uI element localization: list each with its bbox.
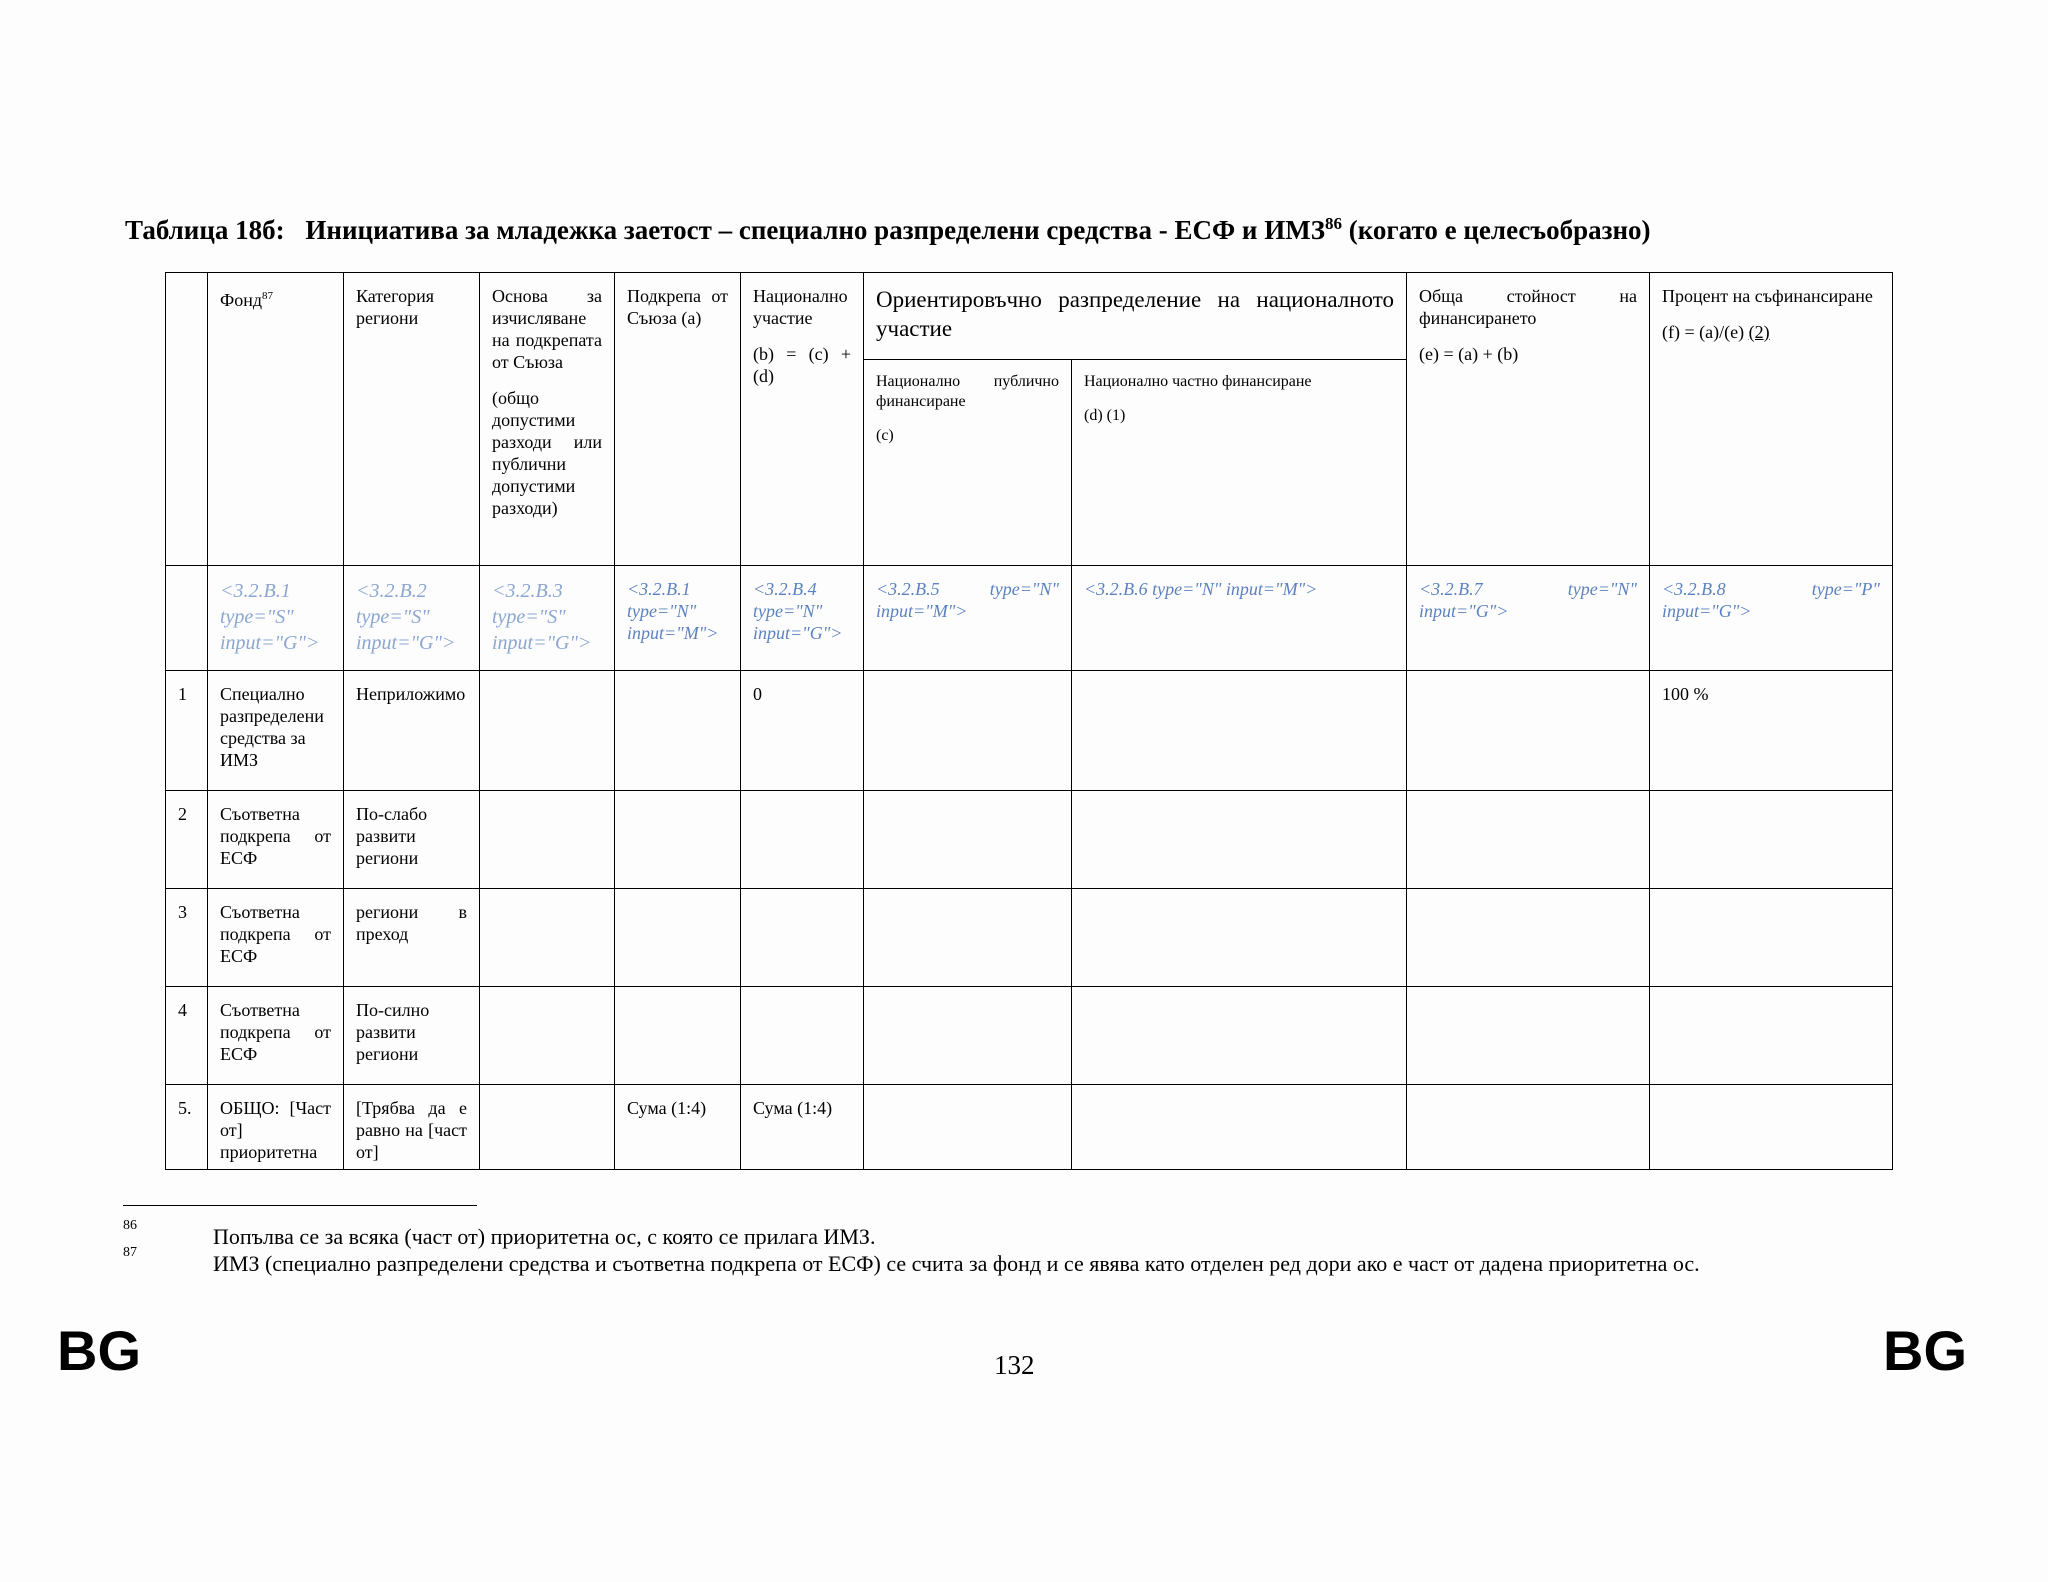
row-basis [480,1085,615,1170]
tag-num-cell [166,566,208,671]
footnote-text: Попълва се за всяка (част от) приоритетна ос, с която се прилага ИМЗ. [213,1224,876,1249]
row-total [1407,791,1650,889]
tag-private: <3.2.B.6 type="N" input="M"> [1072,566,1407,671]
table-row [166,671,1893,791]
row-rate [1650,791,1893,889]
header-fund-cell [208,273,344,566]
row-public [864,889,1072,987]
tag-total: <3.2.B.7 type="N" input="G"> [1407,566,1650,671]
row-public [864,671,1072,791]
row-num: 5. [166,1085,208,1170]
row-private [1072,791,1407,889]
page-number: 132 [994,1350,1035,1380]
table-title-text: Инициатива за младежка заетост – специално разпределени средства - ЕСФ и ИМЗ [305,215,1325,245]
header-rate-2: (f) = (a)/(e) [1662,322,1745,342]
footnote-ref-86[interactable]: 86 [1324,214,1342,233]
row-fund: Специално разпределени средства за ИМЗ [208,671,344,791]
header-national-2: (b) = (c) + (d) [753,344,851,386]
row-fund: Съответна подкрепа от ЕСФ [208,791,344,889]
table-title-label: Таблица 18б: [125,215,285,245]
tag-category: <3.2.B.2 type="S" input="G"> [344,566,480,671]
row-union [615,889,741,987]
row-union: Сума (1:4) [615,1085,741,1170]
row-num: 4 [166,987,208,1085]
table-row [166,889,1893,987]
header-national-cell [741,273,864,566]
language-code-right: BG [1883,1319,1967,1382]
header-basis-1: Основа за изчисляване на подкрепата от Съюза [492,286,602,372]
header-total-2: (e) = (a) + (b) [1419,344,1519,364]
row-total [1407,671,1650,791]
header-public-1: Национално публично финансиране [876,373,1059,410]
header-num-cell [166,273,208,566]
row-union [615,671,741,791]
row-rate [1650,987,1893,1085]
header-total-1: Обща стойност на финансирането [1419,286,1637,328]
header-rate-1: Процент на съфинансиране [1662,286,1873,306]
header-category: Категория региони [344,273,480,566]
header-basis-2: (общо допустими разходи или публични допустими разходи) [492,388,602,518]
header-private-cell [1072,360,1407,566]
header-rate-2-line [1662,321,1880,343]
footnote-number: 87 [123,1245,137,1260]
row-national: Сума (1:4) [741,1085,864,1170]
row-total [1407,1085,1650,1170]
header-national-1: Национално участие [753,286,848,328]
tag-row [166,566,1893,671]
header-fund: Фонд [220,290,263,310]
financing-table [165,272,1893,1170]
table-row [166,791,1893,889]
header-indicative: Ориентировъчно разпределение на националното участие [864,273,1407,360]
row-national [741,987,864,1085]
row-basis [480,987,615,1085]
row-national: 0 [741,671,864,791]
row-public [864,987,1072,1085]
row-rate: 100 % [1650,671,1893,791]
tag-basis: <3.2.B.3 type="S" input="G"> [480,566,615,671]
row-fund: ОБЩО: [Част от] приоритетна [208,1085,344,1170]
header-row [166,273,1893,360]
footnote-text: ИМЗ (специално разпределени средства и съответна подкрепа от ЕСФ) се счита за фонд и се явява като отделен ред дори ако е част от дадена приоритетна ос. [213,1251,1700,1276]
row-category: По-слабо развити региони [344,791,480,889]
header-union-support: Подкрепа от Съюза (a) [615,273,741,566]
header-private-1: Национално частно финансиране [1084,373,1312,390]
row-private [1072,889,1407,987]
table-title [125,214,1945,246]
row-basis [480,889,615,987]
row-private [1072,1085,1407,1170]
row-total [1407,987,1650,1085]
header-rate-cell [1650,273,1893,566]
tag-union-support: <3.2.B.1 type="N" input="M"> [615,566,741,671]
row-basis [480,791,615,889]
header-total-cell [1407,273,1650,566]
table-row [166,987,1893,1085]
row-union [615,791,741,889]
tag-public: <3.2.B.5 type="N" input="M"> [864,566,1072,671]
tag-fund: <3.2.B.1 type="S" input="G"> [208,566,344,671]
row-basis [480,671,615,791]
row-category: [Трябва да е равно на [част от] [344,1085,480,1170]
row-private [1072,671,1407,791]
language-code-left: BG [57,1319,141,1382]
table-title-suffix: (когато е целесъобразно) [1341,215,1651,245]
row-public [864,791,1072,889]
row-public [864,1085,1072,1170]
header-public-cell [864,360,1072,566]
tag-national: <3.2.B.4 type="N" input="G"> [741,566,864,671]
row-national [741,889,864,987]
row-num: 2 [166,791,208,889]
row-rate [1650,1085,1893,1170]
tag-rate: <3.2.B.8 type="P" input="G"> [1650,566,1893,671]
row-fund: Съответна подкрепа от ЕСФ [208,889,344,987]
header-basis-cell [480,273,615,566]
row-num: 1 [166,671,208,791]
row-rate [1650,889,1893,987]
row-category: По-силно развити региони [344,987,480,1085]
row-total [1407,889,1650,987]
table-row [166,1085,1893,1170]
header-private-2: (d) (1) [1084,407,1126,424]
footnote-ref-87[interactable]: 87 [262,290,274,302]
row-fund: Съответна подкрепа от ЕСФ [208,987,344,1085]
header-public-2: (c) [876,427,894,444]
row-private [1072,987,1407,1085]
row-category: региони в преход [344,889,480,987]
row-national [741,791,864,889]
footnote-number: 86 [123,1218,137,1233]
header-rate-note: (2) [1748,322,1770,342]
row-category: Неприложимо [344,671,480,791]
row-union [615,987,741,1085]
row-num: 3 [166,889,208,987]
footnote-separator [123,1205,477,1206]
